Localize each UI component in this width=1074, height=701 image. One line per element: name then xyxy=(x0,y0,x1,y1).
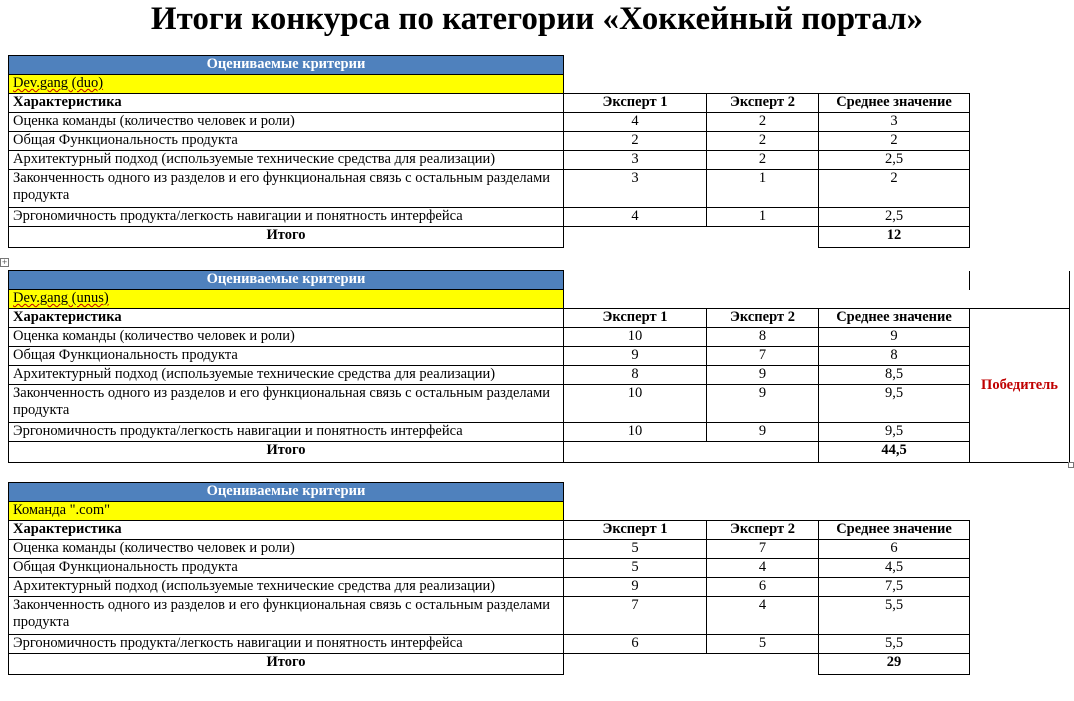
average-header: Среднее значение xyxy=(819,94,970,113)
results-table-team-2 xyxy=(8,270,1071,463)
results-table-team-3 xyxy=(8,482,1071,675)
criteria-header: Оцениваемые критерии xyxy=(9,271,564,290)
expert1-score: 4 xyxy=(564,208,707,227)
table-row xyxy=(9,366,1070,385)
expert2-score: 5 xyxy=(707,635,819,654)
criterion-cell: Эргономичность продукта/легкость навигации и понятность интерфейса xyxy=(9,208,564,227)
criterion-cell: Архитектурный подход (используемые технические средства для реализации) xyxy=(9,578,564,597)
average-score: 2 xyxy=(819,170,970,208)
average-score: 8,5 xyxy=(819,366,970,385)
table-row xyxy=(9,540,970,559)
expert1-score: 8 xyxy=(564,366,707,385)
average-score: 9 xyxy=(819,328,970,347)
criterion-cell: Общая Функциональность продукта xyxy=(9,347,564,366)
table-row xyxy=(9,132,970,151)
table-row xyxy=(9,151,970,170)
average-score: 6 xyxy=(819,540,970,559)
average-score: 2,5 xyxy=(819,208,970,227)
table-row xyxy=(9,597,970,635)
total-label: Итого xyxy=(9,227,564,248)
expert1-score: 4 xyxy=(564,113,707,132)
results-table-team-1 xyxy=(8,55,1071,248)
expert2-score: 2 xyxy=(707,151,819,170)
table-row xyxy=(9,170,970,208)
expert1-score: 5 xyxy=(564,540,707,559)
average-score: 5,5 xyxy=(819,635,970,654)
table-row xyxy=(9,578,970,597)
criteria-header: Оцениваемые критерии xyxy=(9,483,564,502)
table-row xyxy=(9,328,1070,347)
expert2-score: 1 xyxy=(707,170,819,208)
criterion-cell: Законченность одного из разделов и его функциональная связь с остальным разделами продукта xyxy=(9,385,564,423)
expert2-score: 4 xyxy=(707,597,819,635)
characteristic-header: Характеристика xyxy=(9,309,564,328)
expert1-score: 7 xyxy=(564,597,707,635)
average-score: 9,5 xyxy=(819,385,970,423)
team-name: Dev.gang (unus) xyxy=(9,290,564,309)
table-row xyxy=(9,559,970,578)
average-header: Среднее значение xyxy=(819,521,970,540)
expert1-score: 3 xyxy=(564,170,707,208)
criterion-cell: Архитектурный подход (используемые технические средства для реализации) xyxy=(9,366,564,385)
expert1-score: 9 xyxy=(564,578,707,597)
expert2-score: 9 xyxy=(707,366,819,385)
team-name: Dev.gang (duo) xyxy=(9,75,564,94)
expert1-header: Эксперт 1 xyxy=(564,521,707,540)
expert2-score: 8 xyxy=(707,328,819,347)
average-score: 4,5 xyxy=(819,559,970,578)
criterion-cell: Эргономичность продукта/легкость навигации и понятность интерфейса xyxy=(9,635,564,654)
criterion-cell: Эргономичность продукта/легкость навигации и понятность интерфейса xyxy=(9,423,564,442)
criterion-cell: Законченность одного из разделов и его функциональная связь с остальным разделами продукта xyxy=(9,597,564,635)
average-score: 8 xyxy=(819,347,970,366)
table-row xyxy=(9,385,1070,423)
table-row xyxy=(9,113,970,132)
expert1-score: 3 xyxy=(564,151,707,170)
expert1-score: 6 xyxy=(564,635,707,654)
average-header: Среднее значение xyxy=(819,309,970,328)
expert1-score: 9 xyxy=(564,347,707,366)
expert2-score: 4 xyxy=(707,559,819,578)
expert1-header: Эксперт 1 xyxy=(564,309,707,328)
expert1-score: 10 xyxy=(564,385,707,423)
total-value: 29 xyxy=(819,654,970,675)
table-row xyxy=(9,423,1070,442)
criterion-cell: Оценка команды (количество человек и роли) xyxy=(9,113,564,132)
total-label: Итого xyxy=(9,654,564,675)
expert2-score: 1 xyxy=(707,208,819,227)
average-score: 2,5 xyxy=(819,151,970,170)
average-score: 2 xyxy=(819,132,970,151)
table-move-handle-icon[interactable]: + xyxy=(1,258,8,266)
expert2-score: 2 xyxy=(707,113,819,132)
table-row xyxy=(9,347,1070,366)
average-score: 7,5 xyxy=(819,578,970,597)
expert2-header: Эксперт 2 xyxy=(707,309,819,328)
average-score: 5,5 xyxy=(819,597,970,635)
criterion-cell: Общая Функциональность продукта xyxy=(9,132,564,151)
average-score: 9,5 xyxy=(819,423,970,442)
table-resize-handle[interactable] xyxy=(1068,462,1074,468)
table-row xyxy=(9,208,970,227)
winner-label: Победитель xyxy=(970,309,1070,463)
criteria-header: Оцениваемые критерии xyxy=(9,56,564,75)
table-row xyxy=(9,635,970,654)
expert2-score: 2 xyxy=(707,132,819,151)
expert2-score: 7 xyxy=(707,540,819,559)
team-name: Команда ".com" xyxy=(9,502,564,521)
page-title: Итоги конкурса по категории «Хоккейный портал» xyxy=(150,1,924,37)
expert2-score: 9 xyxy=(707,385,819,423)
expert2-score: 6 xyxy=(707,578,819,597)
total-value: 12 xyxy=(819,227,970,248)
criterion-cell: Законченность одного из разделов и его функциональная связь с остальным разделами продукта xyxy=(9,170,564,208)
total-label: Итого xyxy=(9,442,564,463)
criterion-cell: Общая Функциональность продукта xyxy=(9,559,564,578)
average-score: 3 xyxy=(819,113,970,132)
total-value: 44,5 xyxy=(819,442,970,463)
expert1-score: 10 xyxy=(564,423,707,442)
criterion-cell: Архитектурный подход (используемые технические средства для реализации) xyxy=(9,151,564,170)
expert2-header: Эксперт 2 xyxy=(707,94,819,113)
criterion-cell: Оценка команды (количество человек и роли) xyxy=(9,540,564,559)
characteristic-header: Характеристика xyxy=(9,94,564,113)
expert2-score: 7 xyxy=(707,347,819,366)
expert1-score: 10 xyxy=(564,328,707,347)
expert2-score: 9 xyxy=(707,423,819,442)
criterion-cell: Оценка команды (количество человек и роли) xyxy=(9,328,564,347)
expert1-score: 2 xyxy=(564,132,707,151)
expert2-header: Эксперт 2 xyxy=(707,521,819,540)
characteristic-header: Характеристика xyxy=(9,521,564,540)
expert1-score: 5 xyxy=(564,559,707,578)
expert1-header: Эксперт 1 xyxy=(564,94,707,113)
